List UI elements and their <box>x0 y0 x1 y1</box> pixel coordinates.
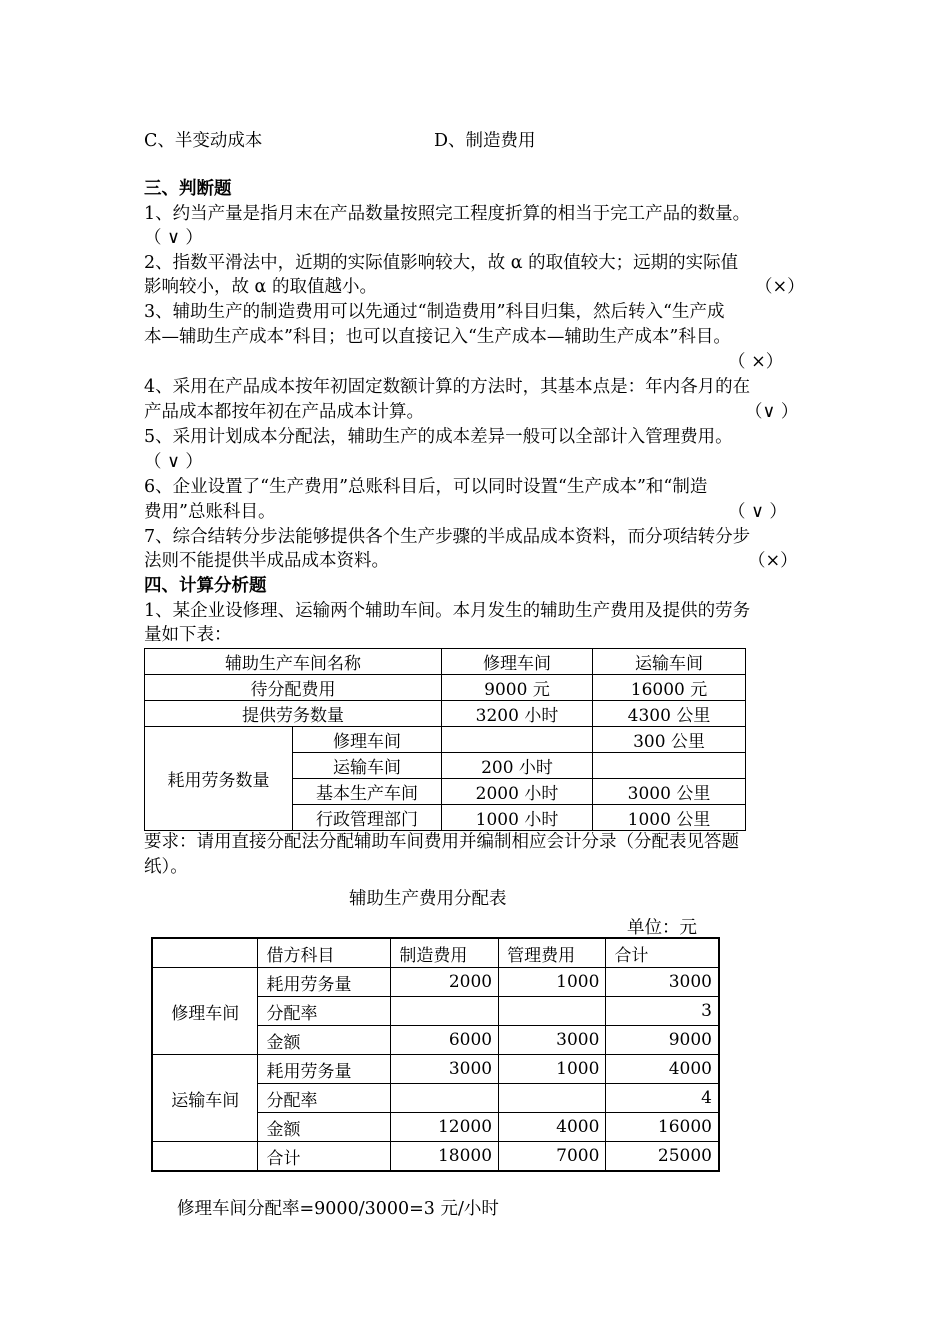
table-cell: 修理车间 <box>152 968 258 1055</box>
q4-1-line1: 1、某企业设修理、运输两个辅助车间。本月发生的辅助生产费用及提供的劳务 <box>144 601 751 621</box>
q3-7-line2: 法则不能提供半成品成本资料。 <box>144 551 389 571</box>
table-cell: 金额 <box>258 1113 391 1142</box>
table-header <box>152 938 258 968</box>
table-cell: 6000 <box>391 1026 499 1055</box>
table-row <box>152 938 719 968</box>
table-cell <box>593 753 746 779</box>
table-cell: 3 <box>606 997 719 1026</box>
q3-3-line1: 3、辅助生产的制造费用可以先通过“制造费用”科目归集，然后转入“生产成 <box>144 302 725 322</box>
table-cell: 4 <box>606 1084 719 1113</box>
table-row <box>145 701 746 727</box>
section4-heading: 四、计算分析题 <box>144 576 267 596</box>
q3-1-mark: （ ∨ ） <box>144 228 203 248</box>
table-cell: 25000 <box>606 1142 719 1172</box>
table-cell: 3000 <box>499 1026 606 1055</box>
table-cell: 运输车间 <box>152 1055 258 1142</box>
section3-heading: 三、判断题 <box>144 179 232 199</box>
q3-6-line1: 6、企业设置了“生产费用”总账科目后，可以同时设置“生产成本”和“制造 <box>144 477 708 497</box>
option-d: D、制造费用 <box>434 131 536 151</box>
table-cell: 1000 公里 <box>593 805 746 831</box>
q3-7-mark: （×） <box>748 551 798 571</box>
table-cell: 7000 <box>499 1142 606 1172</box>
table-cell: 分配率 <box>258 997 391 1026</box>
table-row <box>145 649 746 675</box>
table-cell: 4000 <box>499 1113 606 1142</box>
table-cell: 提供劳务数量 <box>145 701 442 727</box>
table-cell: 200 小时 <box>442 753 593 779</box>
table-header: 管理费用 <box>499 938 606 968</box>
q3-2-line2: 影响较小，故 α 的取值越小。 <box>144 277 377 297</box>
table-cell: 4300 公里 <box>593 701 746 727</box>
table2-unit: 单位：元 <box>627 918 697 938</box>
table-cell: 1000 <box>499 1055 606 1084</box>
table-cell: 基本生产车间 <box>293 779 442 805</box>
table-row <box>145 675 746 701</box>
table-cell: 分配率 <box>258 1084 391 1113</box>
table-cell: 行政管理部门 <box>293 805 442 831</box>
q4-1-line2: 量如下表： <box>144 625 232 645</box>
table-cell <box>442 727 593 753</box>
q3-5-mark: （ ∨ ） <box>144 452 203 472</box>
table-row <box>152 1055 719 1084</box>
table-cell: 3000 <box>606 968 719 997</box>
table-cell: 2000 <box>391 968 499 997</box>
table-cell: 16000 元 <box>593 675 746 701</box>
table-cell: 3000 <box>391 1055 499 1084</box>
requirement-line2: 纸）。 <box>144 857 188 877</box>
table-cell: 耗用劳务量 <box>258 1055 391 1084</box>
table-cell: 合计 <box>258 1142 391 1172</box>
q3-6-line2: 费用”总账科目。 <box>144 502 276 522</box>
table-header: 制造费用 <box>391 938 499 968</box>
table-row <box>152 1142 719 1172</box>
table-cell: 300 公里 <box>593 727 746 753</box>
table-cell: 运输车间 <box>293 753 442 779</box>
q3-7-line1: 7、综合结转分步法能够提供各个生产步骤的半成品成本资料，而分项结转分步 <box>144 527 751 547</box>
table-cell <box>499 997 606 1026</box>
table-cell: 耗用劳务数量 <box>145 727 293 831</box>
table-cell: 耗用劳务量 <box>258 968 391 997</box>
service-table <box>144 648 746 831</box>
q3-6-mark: （ ∨ ） <box>728 502 787 522</box>
allocation-table <box>151 937 720 1172</box>
q3-5-line1: 5、采用计划成本分配法，辅助生产的成本差异一般可以全部计入管理费用。 <box>144 427 733 447</box>
table-cell: 1000 小时 <box>442 805 593 831</box>
q3-1-line1: 1、约当产量是指月末在产品数量按照完工程度折算的相当于完工产品的数量。 <box>144 204 751 224</box>
table-cell: 修理车间 <box>293 727 442 753</box>
table-header: 运输车间 <box>593 649 746 675</box>
table-cell: 1000 <box>499 968 606 997</box>
q3-4-line2: 产品成本都按年初在产品成本计算。 <box>144 402 424 422</box>
requirement-line1: 要求：请用直接分配法分配辅助车间费用并编制相应会计分录（分配表见答题 <box>144 832 739 852</box>
table-cell: 2000 小时 <box>442 779 593 805</box>
table-cell: 9000 元 <box>442 675 593 701</box>
table-cell: 3000 公里 <box>593 779 746 805</box>
q3-3-line2: 本—辅助生产成本”科目；也可以直接记入“生产成本—辅助生产成本”科目。 <box>144 327 731 347</box>
table-cell: 12000 <box>391 1113 499 1142</box>
q3-2-line1: 2、指数平滑法中，近期的实际值影响较大，故 α 的取值较大；远期的实际值 <box>144 253 739 273</box>
table-row <box>145 727 746 753</box>
table-header: 修理车间 <box>442 649 593 675</box>
table-row <box>152 968 719 997</box>
q3-3-mark: （ ×） <box>728 352 784 372</box>
table-cell: 待分配费用 <box>145 675 442 701</box>
table-cell <box>152 1142 258 1172</box>
table2-title: 辅助生产费用分配表 <box>349 889 507 909</box>
table-cell: 18000 <box>391 1142 499 1172</box>
table-cell: 16000 <box>606 1113 719 1142</box>
table-cell <box>391 1084 499 1113</box>
table-header: 借方科目 <box>258 938 391 968</box>
table-cell <box>391 997 499 1026</box>
table-header: 辅助生产车间名称 <box>145 649 442 675</box>
q3-2-mark: （×） <box>755 277 805 297</box>
q3-4-line1: 4、采用在产品成本按年初固定数额计算的方法时，其基本点是：年内各月的在 <box>144 377 751 397</box>
table-cell: 3200 小时 <box>442 701 593 727</box>
table-cell <box>499 1084 606 1113</box>
table-header: 合计 <box>606 938 719 968</box>
table-cell: 9000 <box>606 1026 719 1055</box>
table-cell: 4000 <box>606 1055 719 1084</box>
q3-4-mark: （∨ ） <box>745 402 799 422</box>
table-cell: 金额 <box>258 1026 391 1055</box>
option-c: C、半变动成本 <box>144 131 263 151</box>
formula-line: 修理车间分配率=9000/3000=3 元/小时 <box>177 1199 499 1219</box>
